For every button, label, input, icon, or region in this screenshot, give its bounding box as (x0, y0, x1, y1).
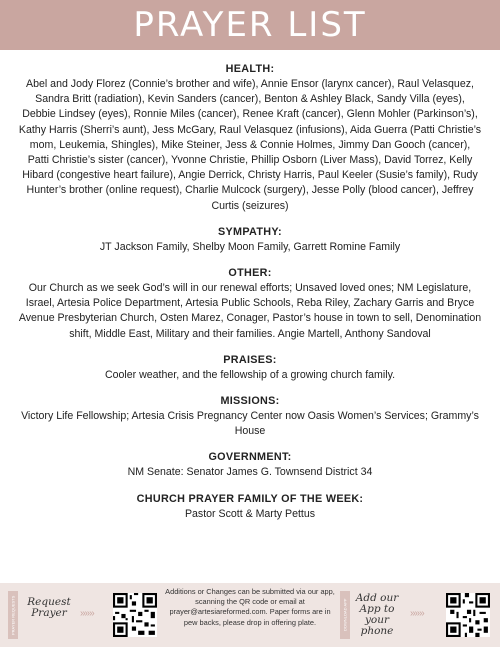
section-text: Abel and Jody Florez (Connie’s brother and wife), Annie Ensor (larynx cancer), Raul Velasquez, Sandra Britt (radiation), Kevin Sanders (cancer), Benton & Ashley Black, Sandy Villa (eyes), Debbie Lindsey (eyes), Ronnie Miles (cancer), Renee Kraft (cancer), Glenn Mohler (Parkinson’s), Kathy Harris (Sherri’s aunt), Jess McGary, Raul Velasquez (infusions), Aida Guerra (Patti Christie’s mom, Leukemia, Shingles), Mike Steiner, Jess & Connie Holmes, Jimmy Dan Gooch (cancer), Patti Christie’s sister (cancer), Yvonne Christie, Phillip Osborn (Liver Mass), David Torrez, Kelly Hibard (congestive heart failure), Angie Derrick, Christy Harris, Paul Keeler (Susie’s family), Rudy Hunter’s brother (online request), Charlie Mulcock (surgery), Jesse Polly (blood cancer), Jeffrey Curtis (seizures) (18, 78, 482, 212)
section-text: NM Senate: Senator James G. Townsend District 34 (127, 466, 373, 479)
section-text: Cooler weather, and the fellowship of a growing church family. (104, 368, 396, 381)
section-government (18, 450, 482, 480)
qr-code-app[interactable] (446, 593, 490, 637)
qr-code-request[interactable] (113, 593, 157, 637)
section-heading: GOVERNMENT: (208, 451, 292, 464)
section-heading: CHURCH PRAYER FAMILY OF THE WEEK: (136, 492, 364, 505)
section-text: JT Jackson Family, Shelby Moon Family, Garrett Romine Family (99, 240, 401, 253)
section-other (18, 266, 482, 342)
footer-bar (0, 583, 500, 647)
prayer-list-content (18, 62, 482, 533)
section-sympathy (18, 225, 482, 255)
section-heading: HEALTH: (225, 63, 275, 75)
section-heading: SYMPATHY: (218, 225, 282, 238)
side-tag-right: DOWNLOAD APP (340, 591, 350, 639)
add-app-label: Add our App to your phone (355, 592, 399, 637)
section-text: Pastor Scott & Marty Pettus (184, 507, 316, 520)
section-text: Our Church as we seek God’s will in our renewal efforts; Unsaved loved ones; NM Legislature, Israel, Artesia Police Department, Artesia Public Schools, Reba Riley, Zachary Garris and Bryce Avenue Presbyterian Church, Osten Marez, Conager, Pastor’s house in town to sell, Denomination shift, Middle East, Military and their families. Angie Martell, Anthony Sandoval (18, 282, 482, 340)
side-tag-left: PRAYER REQUESTS (8, 591, 18, 639)
section-missions (18, 394, 482, 439)
section-praises (18, 353, 482, 383)
arrows-icon: »»» (410, 608, 424, 619)
request-prayer-label: Request Prayer (27, 596, 71, 619)
submission-info-text: Additions or Changes can be submitted via our app, scanning the QR code or email at prayer@artesiareformed.com. Paper forms are in pew backs, please drop in offering plate. (165, 587, 335, 627)
section-text: Victory Life Fellowship; Artesia Crisis Pregnancy Center now Oasis Women’s Services; Grammy’s House (21, 410, 479, 438)
section-heading: MISSIONS: (220, 395, 280, 408)
section-heading: OTHER: (228, 267, 272, 280)
arrows-icon: »»» (80, 608, 94, 619)
section-heading: PRAISES: (223, 353, 277, 366)
section-family-of-week (18, 492, 482, 522)
page-title: PRAYER LIST (133, 5, 367, 45)
section-health (18, 62, 482, 214)
header-banner (0, 0, 500, 50)
